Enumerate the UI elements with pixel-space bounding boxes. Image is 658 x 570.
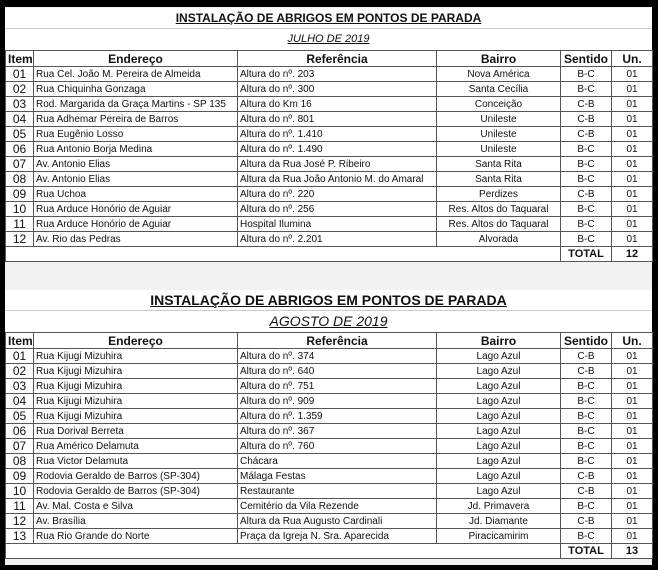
cell-bairro: Res. Altos do Taquaral	[437, 202, 561, 217]
cell-un: 01	[612, 217, 653, 232]
table-row	[6, 217, 653, 232]
cell-bairro: Lago Azul	[437, 439, 561, 454]
cell-referencia: Altura do nº. 203	[238, 67, 437, 82]
table-row	[6, 514, 653, 529]
cell-bairro: Piracicamirim	[437, 529, 561, 544]
cell-un: 01	[612, 499, 653, 514]
total-spacer	[6, 544, 561, 559]
cell-endereco: Rua Kijugi Mizuhira	[34, 409, 238, 424]
table-row	[6, 364, 653, 379]
cell-item: 05	[6, 127, 34, 142]
cell-sentido: C-B	[561, 349, 612, 364]
cell-endereco: Av. Antonio Elias	[34, 157, 238, 172]
table-title: INSTALAÇÃO DE ABRIGOS EM PONTOS DE PARADA	[5, 8, 652, 29]
header-bairro: Bairro	[437, 333, 561, 349]
cell-endereco: Rua Américo Delamuta	[34, 439, 238, 454]
table-row	[6, 112, 653, 127]
cell-item: 12	[6, 232, 34, 247]
cell-referencia: Hospital Ilumina	[238, 217, 437, 232]
cell-bairro: Lago Azul	[437, 409, 561, 424]
cell-item: 10	[6, 202, 34, 217]
total-label: TOTAL	[561, 247, 612, 262]
cell-sentido: B-C	[561, 409, 612, 424]
cell-un: 01	[612, 67, 653, 82]
cell-referencia: Altura do nº. 256	[238, 202, 437, 217]
cell-referencia: Altura do nº. 374	[238, 349, 437, 364]
cell-un: 01	[612, 142, 653, 157]
cell-referencia: Altura do nº. 640	[238, 364, 437, 379]
cell-sentido: C-B	[561, 187, 612, 202]
cell-referencia: Altura da Rua Augusto Cardinali	[238, 514, 437, 529]
cell-un: 01	[612, 202, 653, 217]
cell-endereco: Av. Rio das Pedras	[34, 232, 238, 247]
table-row	[6, 172, 653, 187]
total-label: TOTAL	[561, 544, 612, 559]
cell-item: 13	[6, 529, 34, 544]
table-row	[6, 499, 653, 514]
cell-bairro: Lago Azul	[437, 394, 561, 409]
cell-un: 01	[612, 349, 653, 364]
cell-sentido: B-C	[561, 202, 612, 217]
cell-sentido: B-C	[561, 379, 612, 394]
table-row	[6, 349, 653, 364]
cell-un: 01	[612, 409, 653, 424]
cell-endereco: Rua Victor Delamuta	[34, 454, 238, 469]
header-sentido: Sentido	[561, 333, 612, 349]
data-table	[5, 50, 653, 262]
cell-item: 08	[6, 172, 34, 187]
header-row	[6, 333, 653, 349]
cell-bairro: Perdizes	[437, 187, 561, 202]
cell-item: 01	[6, 67, 34, 82]
cell-item: 09	[6, 187, 34, 202]
cell-endereco: Rua Arduce Honório de Aguiar	[34, 202, 238, 217]
cell-sentido: B-C	[561, 232, 612, 247]
cell-endereco: Rua Adhemar Pereira de Barros	[34, 112, 238, 127]
cell-un: 01	[612, 394, 653, 409]
cell-sentido: B-C	[561, 454, 612, 469]
cell-un: 01	[612, 157, 653, 172]
cell-item: 11	[6, 499, 34, 514]
cell-sentido: C-B	[561, 364, 612, 379]
cell-endereco: Av. Brasília	[34, 514, 238, 529]
cell-sentido: B-C	[561, 529, 612, 544]
cell-referencia: Málaga Festas	[238, 469, 437, 484]
cell-referencia: Chácara	[238, 454, 437, 469]
cell-sentido: B-C	[561, 172, 612, 187]
cell-item: 03	[6, 97, 34, 112]
cell-bairro: Santa Cecília	[437, 82, 561, 97]
cell-un: 01	[612, 172, 653, 187]
cell-un: 01	[612, 112, 653, 127]
header-row	[6, 51, 653, 67]
table-row	[6, 202, 653, 217]
cell-referencia: Altura do Km 16	[238, 97, 437, 112]
header-item: Item	[6, 333, 34, 349]
table-agosto	[5, 290, 652, 559]
cell-item: 07	[6, 157, 34, 172]
table-row	[6, 394, 653, 409]
header-endereco: Endereço	[34, 333, 238, 349]
cell-referencia: Altura da Rua José P. Ribeiro	[238, 157, 437, 172]
cell-bairro: Lago Azul	[437, 379, 561, 394]
total-value: 12	[612, 247, 653, 262]
table-subtitle: JULHO DE 2019	[287, 33, 370, 45]
table-row	[6, 157, 653, 172]
cell-item: 07	[6, 439, 34, 454]
cell-sentido: C-B	[561, 469, 612, 484]
cell-sentido: B-C	[561, 499, 612, 514]
cell-item: 10	[6, 484, 34, 499]
cell-item: 04	[6, 112, 34, 127]
cell-referencia: Altura do nº. 801	[238, 112, 437, 127]
cell-item: 06	[6, 424, 34, 439]
cell-bairro: Unileste	[437, 112, 561, 127]
cell-un: 01	[612, 379, 653, 394]
cell-un: 01	[612, 127, 653, 142]
cell-bairro: Conceição	[437, 97, 561, 112]
cell-un: 01	[612, 424, 653, 439]
cell-item: 05	[6, 409, 34, 424]
cell-referencia: Altura do nº. 1.490	[238, 142, 437, 157]
cell-un: 01	[612, 232, 653, 247]
cell-item: 06	[6, 142, 34, 157]
cell-endereco: Av. Antonio Elias	[34, 172, 238, 187]
cell-referencia: Altura do nº. 2.201	[238, 232, 437, 247]
data-table	[5, 332, 653, 559]
cell-bairro: Unileste	[437, 142, 561, 157]
table-row	[6, 82, 653, 97]
cell-sentido: B-C	[561, 142, 612, 157]
cell-bairro: Nova América	[437, 67, 561, 82]
table-row	[6, 454, 653, 469]
total-value: 13	[612, 544, 653, 559]
table-row	[6, 142, 653, 157]
cell-item: 02	[6, 82, 34, 97]
cell-bairro: Jd. Diamante	[437, 514, 561, 529]
cell-sentido: B-C	[561, 217, 612, 232]
cell-un: 01	[612, 454, 653, 469]
cell-sentido: B-C	[561, 67, 612, 82]
cell-un: 01	[612, 97, 653, 112]
cell-endereco: Rua Dorival Berreta	[34, 424, 238, 439]
cell-endereco: Av. Mal. Costa e Silva	[34, 499, 238, 514]
cell-item: 09	[6, 469, 34, 484]
cell-referencia: Altura da Rua João Antonio M. do Amaral	[238, 172, 437, 187]
cell-endereco: Rua Kijugi Mizuhira	[34, 364, 238, 379]
cell-endereco: Rodovia Geraldo de Barros (SP-304)	[34, 469, 238, 484]
cell-endereco: Rua Chiquinha Gonzaga	[34, 82, 238, 97]
spreadsheet	[5, 7, 652, 565]
cell-bairro: Res. Altos do Taquaral	[437, 217, 561, 232]
cell-bairro: Lago Azul	[437, 364, 561, 379]
table-title: INSTALAÇÃO DE ABRIGOS EM PONTOS DE PARADA	[5, 290, 652, 311]
table-row	[6, 187, 653, 202]
cell-bairro: Jd. Primavera	[437, 499, 561, 514]
cell-bairro: Unileste	[437, 127, 561, 142]
header-un: Un.	[612, 51, 653, 67]
cell-referencia: Restaurante	[238, 484, 437, 499]
cell-sentido: C-B	[561, 484, 612, 499]
cell-sentido: B-C	[561, 424, 612, 439]
cell-bairro: Santa Rita	[437, 157, 561, 172]
cell-sentido: B-C	[561, 157, 612, 172]
header-item: Item	[6, 51, 34, 67]
cell-referencia: Praça da Igreja N. Sra. Aparecida	[238, 529, 437, 544]
cell-bairro: Lago Azul	[437, 349, 561, 364]
cell-sentido: C-B	[561, 514, 612, 529]
cell-bairro: Santa Rita	[437, 172, 561, 187]
cell-referencia: Altura do nº. 300	[238, 82, 437, 97]
cell-item: 03	[6, 379, 34, 394]
cell-un: 01	[612, 514, 653, 529]
cell-endereco: Rodovia Geraldo de Barros (SP-304)	[34, 484, 238, 499]
cell-referencia: Altura do nº. 1.359	[238, 409, 437, 424]
cell-endereco: Rod. Margarida da Graça Martins - SP 135	[34, 97, 238, 112]
cell-endereco: Rua Antonio Borja Medina	[34, 142, 238, 157]
cell-item: 12	[6, 514, 34, 529]
cell-endereco: Rua Kijugi Mizuhira	[34, 349, 238, 364]
header-sentido: Sentido	[561, 51, 612, 67]
table-row	[6, 439, 653, 454]
header-referencia: Referência	[238, 333, 437, 349]
table-row	[6, 127, 653, 142]
cell-item: 08	[6, 454, 34, 469]
cell-un: 01	[612, 82, 653, 97]
table-row	[6, 484, 653, 499]
cell-referencia: Altura do nº. 367	[238, 424, 437, 439]
cell-referencia: Altura do nº. 760	[238, 439, 437, 454]
cell-item: 01	[6, 349, 34, 364]
cell-sentido: B-C	[561, 439, 612, 454]
header-referencia: Referência	[238, 51, 437, 67]
cell-sentido: C-B	[561, 127, 612, 142]
cell-bairro: Lago Azul	[437, 424, 561, 439]
total-spacer	[6, 247, 561, 262]
table-row	[6, 529, 653, 544]
cell-endereco: Rua Eugênio Losso	[34, 127, 238, 142]
cell-un: 01	[612, 469, 653, 484]
cell-endereco: Rua Arduce Honório de Aguiar	[34, 217, 238, 232]
cell-bairro: Alvorada	[437, 232, 561, 247]
cell-referencia: Altura do nº. 751	[238, 379, 437, 394]
cell-item: 02	[6, 364, 34, 379]
cell-sentido: B-C	[561, 82, 612, 97]
cell-endereco: Rua Uchoa	[34, 187, 238, 202]
table-row	[6, 424, 653, 439]
table-subtitle: AGOSTO DE 2019	[269, 313, 388, 329]
header-endereco: Endereço	[34, 51, 238, 67]
cell-endereco: Rua Cel. João M. Pereira de Almeida	[34, 67, 238, 82]
cell-endereco: Rua Kijugi Mizuhira	[34, 379, 238, 394]
cell-bairro: Lago Azul	[437, 484, 561, 499]
cell-sentido: C-B	[561, 112, 612, 127]
table-row	[6, 409, 653, 424]
cell-sentido: C-B	[561, 97, 612, 112]
table-row	[6, 67, 653, 82]
total-row	[6, 247, 653, 262]
table-row	[6, 97, 653, 112]
cell-sentido: B-C	[561, 394, 612, 409]
cell-un: 01	[612, 484, 653, 499]
table-row	[6, 379, 653, 394]
table-row	[6, 469, 653, 484]
cell-un: 01	[612, 364, 653, 379]
cell-referencia: Altura do nº. 1.410	[238, 127, 437, 142]
cell-bairro: Lago Azul	[437, 469, 561, 484]
cell-un: 01	[612, 187, 653, 202]
table-julho	[5, 8, 652, 262]
header-bairro: Bairro	[437, 51, 561, 67]
cell-un: 01	[612, 439, 653, 454]
cell-referencia: Altura do nº. 909	[238, 394, 437, 409]
table-row	[6, 232, 653, 247]
cell-un: 01	[612, 529, 653, 544]
cell-bairro: Lago Azul	[437, 454, 561, 469]
header-un: Un.	[612, 333, 653, 349]
cell-referencia: Cemitério da Vila Rezende	[238, 499, 437, 514]
total-row	[6, 544, 653, 559]
cell-item: 11	[6, 217, 34, 232]
cell-endereco: Rua Rio Grande do Norte	[34, 529, 238, 544]
cell-item: 04	[6, 394, 34, 409]
cell-referencia: Altura do nº. 220	[238, 187, 437, 202]
cell-endereco: Rua Kijugi Mizuhira	[34, 394, 238, 409]
